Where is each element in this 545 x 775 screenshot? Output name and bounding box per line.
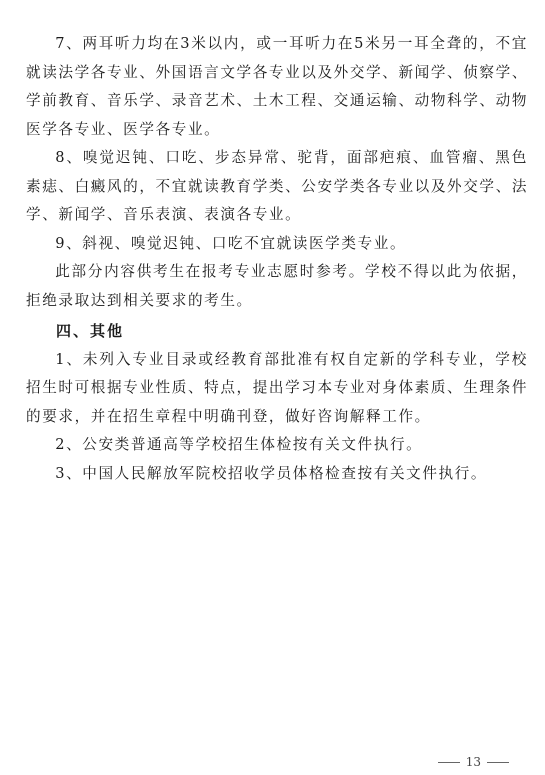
paragraph-item-7: 7、两耳听力均在3米以内，或一耳听力在5米另一耳全聋的，不宜就读法学各专业、外国语言文学各专业以及外交学、新闻学、侦察学、学前教育、音乐学、录音艺术、土木工程、交通运输、动物科学、动物医学各专业、医学各专业。: [26, 35, 529, 138]
section-heading: 四、其他: [56, 322, 125, 340]
paragraph-other-3: 3、中国人民解放军院校招收学员体格检查按有关文件执行。: [55, 464, 488, 482]
paragraph-other-1: 1、未列入专业目录或经教育部批准有权自定新的学科专业，学校招生时可根据专业性质、特点，提出学习本专业对身体素质、生理条件的要求，并在招生章程中明确刊登，做好咨询解释工作。: [26, 350, 529, 425]
page-number: 13: [465, 755, 481, 769]
reference-note-paragraph: 此部分内容供考生在报考专业志愿时参考。学校不得以此为依据，拒绝录取达到相关要求的考生。: [26, 263, 528, 309]
paragraph-other-2: 2、公安类普通高等学校招生体检按有关文件执行。: [55, 436, 423, 453]
paragraph-item-8: 8、嗅觉迟钝、口吃、步态异常、驼背，面部疤痕、血管瘤、黑色素痣、白癜风的，不宜就读教育学类、公安学类各专业以及外交学、法学、新闻学、音乐表演、表演各专业。: [26, 149, 529, 223]
footer-dash-right: [487, 762, 509, 763]
page-footer: [0, 752, 545, 772]
document-body: [26, 30, 528, 488]
footer-dash-left: [438, 762, 460, 763]
paragraph-item-9: 9、斜视、嗅觉迟钝、口吃不宜就读医学类专业。: [55, 234, 407, 252]
